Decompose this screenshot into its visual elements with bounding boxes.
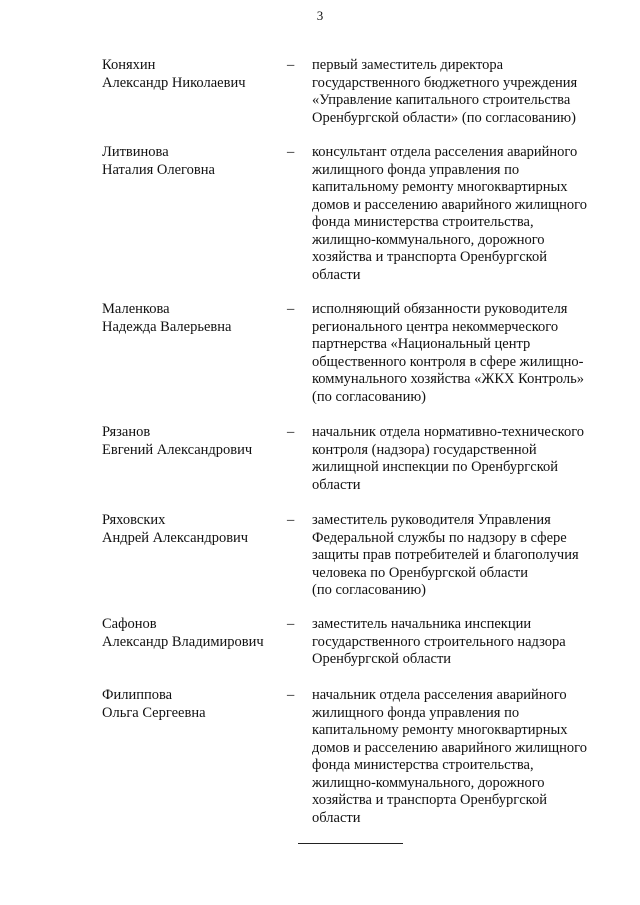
member-entry [0, 616, 640, 670]
member-position [312, 616, 612, 669]
member-name [102, 301, 282, 336]
member-given-names: Надежда Валерьевна [102, 318, 232, 335]
position-line: домов и расселению аварийного жилищного [312, 739, 588, 756]
position-line: капитальному ремонту многоквартирных [312, 179, 568, 195]
member-position [312, 687, 612, 827]
member-surname: Рязанов [102, 424, 151, 440]
member-given-names: Евгений Александрович [102, 441, 253, 458]
member-given-names: Ольга Сергеевна [102, 704, 206, 721]
position-line: жилищной инспекции по Оренбургской [312, 459, 559, 475]
position-line: коммунального хозяйства «ЖКХ Контроль» [312, 371, 585, 387]
member-entry [0, 301, 640, 408]
member-given-names: Александр Николаевич [102, 74, 246, 91]
member-surname: Литвинова [102, 144, 169, 160]
position-line: государственного бюджетного учреждения [312, 74, 578, 91]
member-position [312, 57, 612, 127]
dash-separator: – [287, 687, 295, 703]
dash-separator: – [287, 424, 295, 440]
position-line: (по согласованию) [312, 582, 426, 598]
position-line: партнерства «Национальный центр [312, 336, 531, 352]
position-line: контроля (надзора) государственной [312, 441, 537, 458]
position-line: начальник отдела нормативно-технического [312, 424, 585, 440]
position-line: Оренбургской области» (по согласованию) [312, 109, 576, 126]
position-line: начальник отдела расселения аварийного [312, 687, 567, 703]
member-entry [0, 687, 640, 829]
member-surname: Сафонов [102, 616, 157, 632]
end-of-list-rule [298, 843, 403, 844]
dash-separator: – [287, 301, 295, 317]
member-name [102, 424, 282, 459]
position-line: «Управление капитального строительства [312, 92, 571, 108]
member-name [102, 616, 282, 651]
position-line: Оренбургской области [312, 651, 452, 667]
dash-separator: – [287, 144, 295, 160]
member-name [102, 512, 282, 547]
member-entry [0, 144, 640, 286]
dash-separator: – [287, 512, 295, 528]
position-line: капитальному ремонту многоквартирных [312, 722, 568, 738]
dash-separator: – [287, 57, 295, 73]
position-line: государственного строительного надзора [312, 633, 566, 650]
member-surname: Ряховских [102, 512, 166, 528]
position-line: жилищно-коммунального, дорожного [312, 774, 545, 791]
position-line: области [312, 476, 361, 493]
position-line: фонда министерства строительства, [312, 757, 534, 773]
position-line: первый заместитель директора [312, 57, 504, 73]
position-line: домов и расселению аварийного жилищного [312, 196, 588, 213]
member-surname: Коняхин [102, 57, 156, 73]
position-line: заместитель руководителя Управления [312, 512, 551, 528]
position-line: человека по Оренбургской области [312, 564, 528, 581]
member-entry [0, 57, 640, 129]
member-name [102, 687, 282, 722]
member-name [102, 144, 282, 179]
position-line: заместитель начальника инспекции [312, 616, 532, 632]
member-given-names: Александр Владимирович [102, 633, 264, 650]
position-line: (по согласованию) [312, 388, 426, 405]
member-position [312, 424, 612, 494]
position-line: общественного контроля в сфере жилищно- [312, 353, 584, 370]
position-line: консультант отдела расселения аварийного [312, 144, 578, 160]
position-line: исполняющий обязанности руководителя [312, 301, 568, 317]
position-line: жилищного фонда управления по [312, 704, 520, 721]
position-line: хозяйства и транспорта Оренбургской [312, 792, 547, 808]
dash-separator: – [287, 616, 295, 632]
position-line: фонда министерства строительства, [312, 214, 534, 230]
member-entry [0, 512, 640, 602]
position-line: области [312, 266, 361, 283]
member-name [102, 57, 282, 92]
position-line: Федеральной службы по надзору в сфере [312, 529, 567, 546]
member-position [312, 144, 612, 284]
position-line: регионального центра некоммерческого [312, 318, 559, 335]
member-surname: Маленкова [102, 301, 170, 317]
member-position [312, 512, 612, 600]
position-line: хозяйства и транспорта Оренбургской [312, 249, 547, 265]
position-line: области [312, 809, 361, 826]
position-line: жилищно-коммунального, дорожного [312, 231, 545, 248]
position-line: защиты прав потребителей и благополучия [312, 547, 579, 563]
member-surname: Филиппова [102, 687, 173, 703]
member-given-names: Андрей Александрович [102, 529, 249, 546]
member-entry [0, 424, 640, 496]
position-line: жилищного фонда управления по [312, 161, 520, 178]
member-given-names: Наталия Олеговна [102, 161, 215, 178]
member-position [312, 301, 612, 406]
page-number: 3 [316, 8, 324, 23]
